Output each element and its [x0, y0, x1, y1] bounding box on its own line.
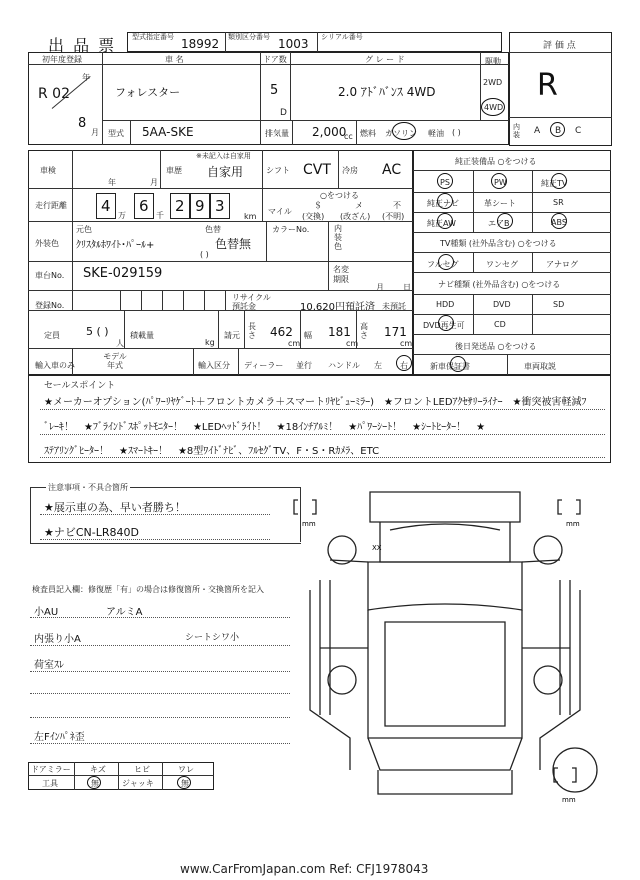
mile-opt-3: 不 [393, 201, 401, 210]
score-label: 評 価 点 [543, 41, 576, 51]
equip-sr: SR [553, 198, 564, 207]
legend-jack: ジャッキ [122, 779, 154, 788]
interior-opt-c: C [575, 126, 582, 136]
windshield [368, 562, 522, 610]
width-label: 幅 [304, 331, 312, 340]
interior-opt-a: A [534, 126, 541, 136]
steer-left: 左 [374, 361, 382, 370]
mile-opt-1: ＄ [314, 201, 322, 210]
nav-title: ナビ種類 (社外品含む) ○をつける [438, 280, 561, 289]
insp-line-2b: シートシワ小 [185, 633, 240, 643]
dealer-label: ディーラー [244, 361, 284, 370]
type-cert-label: 型式指定番号 [132, 33, 174, 41]
height-value: 171 [384, 325, 407, 339]
nc-day: 日 [403, 283, 411, 292]
rear-hatch [368, 738, 522, 770]
disp-label: 排気量 [265, 129, 289, 138]
import-label: 輸入車のみ [35, 361, 75, 370]
length-cm: cm [288, 339, 301, 348]
height-label: 高さ [360, 322, 368, 340]
equip-aw-circle [437, 213, 453, 229]
model-label: 型式 [108, 129, 124, 138]
equip-pw: PW [494, 178, 507, 187]
notes-line-2: ★ナビCN-LR840D [44, 526, 139, 539]
grade-label: グ レ ー ド [365, 55, 405, 64]
sheet-title: 出 品 票 [48, 36, 117, 55]
interior-label: 内装 [513, 123, 520, 139]
equip-airbag-circle [497, 213, 513, 229]
inspector-label: 検査員記入欄：修復歴「有」の場合は修復箇所・交換箇所を記入 [32, 585, 264, 594]
notes-label: 注意事項・不具合箇所 [48, 483, 128, 492]
equip-nav-circle [437, 193, 453, 209]
inspection-label: 車検 [40, 166, 56, 175]
nav-cd: CD [494, 320, 506, 329]
type-cert-value: 18992 [181, 37, 220, 51]
mileage-digit-4: 9 [195, 197, 205, 215]
mileage-label: 走行距離 [35, 201, 67, 210]
intcolor-label: 内装色 [334, 224, 342, 251]
req-label: 請元 [224, 331, 240, 340]
equip-airbag: エアB [488, 219, 510, 228]
import-cls-label: 輸入区分 [198, 361, 230, 370]
length-value: 462 [270, 325, 293, 339]
ac-value: AC [382, 162, 402, 178]
hood-curve [390, 524, 500, 530]
notes-line-1: ★展示車の為、早い者勝ち！ [44, 501, 186, 514]
drive-4wd-circle [481, 98, 505, 116]
chassis-label: 車台No. [35, 271, 65, 280]
fuel-diesel: 軽油 [428, 129, 444, 138]
first-reg-label: 初年度登録 [42, 55, 82, 64]
model-year-label: モデル年式 [103, 352, 127, 370]
people-unit: 人 [116, 339, 124, 348]
wheel-fl [328, 536, 356, 564]
legend-tool-circle [87, 776, 101, 789]
docs-warranty-circle [450, 356, 466, 372]
interior-b-circle [550, 122, 565, 137]
shift-value: CVT [303, 162, 331, 178]
equip-aw: 純正AW [427, 219, 456, 228]
load-label: 積載量 [130, 331, 154, 340]
legend-jack-circle [177, 776, 191, 789]
parallel-label: 並行 [296, 361, 312, 370]
chg-value: 色替無 [215, 237, 252, 251]
sales-line-2: ﾞﾚｰｷ！ ★ﾌﾞﾗｲﾝﾄﾞｽﾎﾟｯﾄﾓﾆﾀｰ！ ★LEDﾍｯﾄﾞﾗｲﾄ！ ★18ｲﾝﾁｱﾙﾐ！ ★ﾊﾟﾜｰｼｰﾄ！ ★ｼｰﾄﾋｰﾀｰ！ ★ [44, 422, 486, 433]
class-label: 類別区分番号 [228, 33, 270, 41]
color-label: 外装色 [35, 239, 59, 248]
legend-jack-mark: 無 [181, 779, 189, 788]
insp-line-2a: 内張り小A [34, 634, 81, 645]
steering-label: ハンドル [328, 361, 360, 370]
era-value: R 02 [38, 86, 70, 102]
equip-abs: ABS [551, 218, 567, 227]
xx-mark: XX [372, 544, 382, 552]
nav-dvdplay-circle [438, 315, 454, 331]
mm-fr: mm [566, 520, 580, 528]
km-unit: km [244, 212, 257, 221]
equip-tv: 純正TV [541, 179, 568, 188]
wheel-rl [328, 666, 356, 694]
height-cm: cm [400, 339, 413, 348]
legend-tool-mark: 無 [91, 779, 99, 788]
disp-unit: cc [344, 132, 353, 141]
mm-fl: mm [302, 520, 316, 528]
mileage-digit-2: 6 [139, 197, 149, 215]
insp-line-1a: 小AU [34, 607, 59, 618]
legend-mirror: ドアミラー [31, 765, 71, 774]
model-value: 5AA-SKE [142, 125, 194, 139]
capacity-value: 5 ( ) [86, 325, 109, 338]
legend-tool: 工具 [42, 779, 58, 788]
sales-label: セールスポイント [44, 381, 116, 391]
mileage-digit-5: 3 [215, 197, 225, 215]
docs-title: 後日発送品 ○をつける [455, 342, 537, 351]
tv-full-circle [438, 254, 454, 270]
doors-suffix: D [280, 108, 287, 118]
equip-ps-circle [437, 173, 453, 189]
legend-break: ワレ [178, 765, 194, 774]
serial-label: シリアル番号 [321, 33, 363, 41]
equip-leather: 革シート [484, 199, 516, 208]
score-value: R [537, 68, 558, 103]
legend-crack: ヒビ [134, 765, 150, 774]
interior-opt-b: B [555, 126, 562, 136]
equip-pw-circle [491, 173, 507, 189]
recycle-unpaid: 未預託 [382, 302, 406, 311]
grade-value: 2.0 ｱﾄﾞﾊﾞﾝｽ 4WD [338, 85, 436, 99]
wheel-rr [534, 666, 562, 694]
colorno-label: カラーNo. [272, 225, 310, 234]
quarter-panels [310, 590, 580, 770]
mileage-digit-3: 2 [175, 197, 185, 215]
wheel-fr [534, 536, 562, 564]
sales-line-3: ｽﾃｱﾘﾝｸﾞﾋｰﾀｰ！ ★ｽﾏｰﾄｷｰ！ ★8型ﾜｲﾄﾞﾅﾋﾞ、ﾌﾙｾｸﾞTV、F・S・Rｶﾒﾗ、ETC [44, 446, 380, 457]
insp-month-unit: 月 [150, 178, 158, 187]
length-label: 長さ [248, 322, 256, 340]
chg-label: 色替 [205, 225, 221, 234]
mile-opt-2: メ [355, 201, 363, 210]
year-unit: 年 [82, 73, 90, 82]
mile-check: ○をつける [320, 191, 359, 200]
equip-title: 純正装備品 ○をつける [455, 157, 537, 166]
kg-unit: kg [205, 338, 215, 347]
nav-sd: SD [553, 300, 565, 309]
legend-scratch: キズ [90, 765, 106, 774]
month-value: 8 [78, 116, 87, 131]
nav-hdd: HDD [436, 300, 455, 309]
mileage-digit-1: 4 [101, 197, 111, 215]
shift-label: シフト [266, 166, 290, 175]
doors-label: ドア数 [263, 55, 287, 64]
tire-spare-bracket [554, 768, 576, 782]
width-value: 181 [328, 325, 351, 339]
nc-month: 月 [376, 283, 384, 292]
orig-label: 元色 [76, 225, 92, 234]
fuel-gas: ガソリン [385, 129, 417, 138]
mile-label: マイル [268, 207, 292, 216]
tv-full: フルセグ [427, 260, 459, 269]
drive-label: 駆動 [485, 57, 501, 66]
roof [385, 622, 505, 726]
history-note: ※未記入は自家用 [196, 152, 251, 160]
doors-value: 5 [270, 83, 279, 98]
recycle-value: 10,620円預託済 [300, 302, 375, 313]
mile-opt-2-sub: (改ざん) [340, 212, 371, 221]
tire-fl-bracket [294, 500, 316, 514]
chg-paren: ( ) [200, 250, 209, 259]
month-unit: 月 [91, 128, 99, 137]
tv-title: TV種類 (社外品含む) ○をつける [440, 239, 557, 248]
insp-line-6a: 左Fｲﾝﾊﾟﾈ歪 [34, 732, 85, 743]
spare-tire [553, 748, 597, 792]
rear-bumper [378, 770, 512, 794]
front-bumper [370, 492, 520, 522]
steer-right: 右 [400, 361, 408, 370]
car-diagram [290, 470, 610, 810]
insp-year-unit: 年 [108, 178, 116, 187]
ac-label: 冷房 [342, 166, 358, 175]
docs-manual: 車両取説 [524, 362, 556, 371]
equip-ps: PS [440, 178, 450, 187]
disp-value: 2,000 [312, 125, 347, 139]
insp-line-3a: 荷室ｽﾚ [34, 660, 64, 671]
footer-ref: www.CarFromJapan.com Ref: CFJ1978043 [180, 862, 429, 876]
insp-line-1b: アルミA [106, 607, 143, 618]
docs-warranty: 新車保証書 [430, 362, 470, 371]
drive-4wd: 4WD [484, 103, 504, 112]
fuel-label: 燃料 [360, 129, 376, 138]
tv-analog: アナログ [546, 260, 578, 269]
nav-dvdplay: DVD再生可 [423, 321, 465, 330]
sales-line-1: ★メーカーオプション(ﾊﾟﾜｰﾘﾔｹﾞｰﾄ＋フロントカメラ＋スマートﾘﾔﾋﾞｭｰﾐﾗｰ) ★フロントLEDｱｸｾｻﾘｰﾗｲﾅｰ ★衝突被害軽減ﾌ [44, 397, 587, 408]
history-label: 車歴 [166, 166, 182, 175]
history-value: 自家用 [207, 165, 244, 179]
equip-nav: 純正ナビ [427, 199, 459, 208]
recycle-label: リサイクル預託金 [232, 293, 271, 311]
mile-opt-3-sub: (不明) [382, 212, 405, 221]
equip-tv-circle [551, 173, 567, 189]
mile-opt-1-sub: (交換) [302, 212, 325, 221]
tire-fr-bracket [558, 500, 580, 514]
equip-abs-circle [551, 213, 567, 229]
car-name-value: フォレスター [115, 86, 181, 99]
man-unit: 万 [118, 211, 126, 220]
car-name-label: 車 名 [165, 55, 184, 64]
fuel-paren: ( ) [452, 128, 461, 137]
cabin [368, 610, 522, 738]
class-value: 1003 [278, 37, 309, 51]
regno-label: 登録No. [35, 301, 65, 310]
steer-right-circle [396, 355, 412, 371]
nav-dvd: DVD [493, 300, 511, 309]
tv-one: ワンセグ [486, 260, 518, 269]
chassis-value: SKE-029159 [83, 266, 163, 281]
orig-value: ｸﾘｽﾀﾙﾎﾜｲﾄ･ﾊﾟｰﾙ+ [76, 240, 155, 251]
width-cm: cm [346, 339, 359, 348]
sen-unit: 千 [156, 211, 164, 220]
drive-2wd: 2WD [483, 78, 503, 87]
capacity-label: 定員 [44, 331, 60, 340]
mm-spare: mm [562, 796, 576, 804]
fuel-gas-circle [392, 122, 416, 140]
name-change-label: 名変期限 [333, 265, 349, 284]
